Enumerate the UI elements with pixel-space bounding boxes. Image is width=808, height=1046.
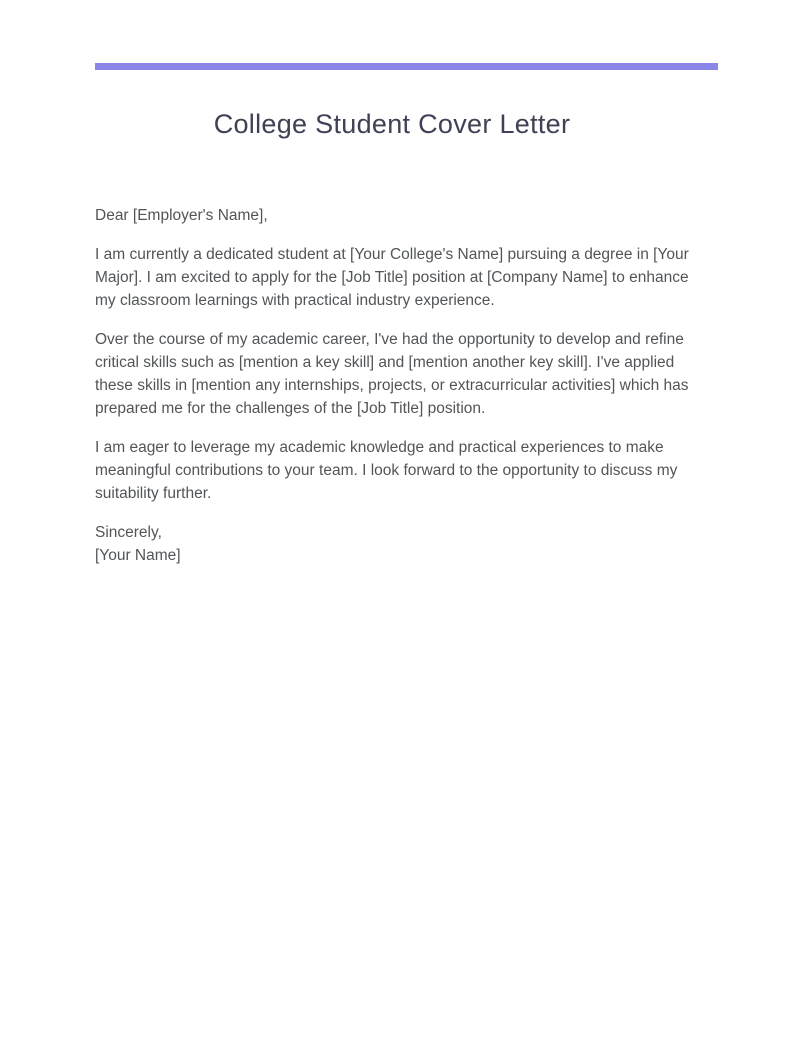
body-paragraph: I am currently a dedicated student at [Your College's Name] pursuing a degree in [Your Major]. I am excited to apply for the [Job Title] position at [Company Name] to enhance my classroom learnings with practical industry experience. — [95, 246, 689, 309]
document-title: College Student Cover Letter — [213, 109, 571, 139]
accent-bar — [95, 63, 718, 70]
salutation: Dear [Employer's Name], — [95, 207, 268, 224]
closing-block — [95, 521, 693, 567]
letter-body — [95, 204, 693, 567]
body-paragraph: I am eager to leverage my academic knowledge and practical experiences to make meaningful contributions to your team. I look forward to the opportunity to discuss my suitability further. — [95, 439, 678, 502]
closing: Sincerely, — [95, 524, 162, 541]
signature-placeholder: [Your Name] — [95, 547, 181, 564]
body-paragraph: Over the course of my academic career, I've had the opportunity to develop and refine critical skills such as [mention a key skill] and [mention another key skill]. I've applied these skills in [mention any internships, projects, or extracurricular activities] which has prepared me for the challenges of the [Job Title] position. — [95, 331, 689, 417]
